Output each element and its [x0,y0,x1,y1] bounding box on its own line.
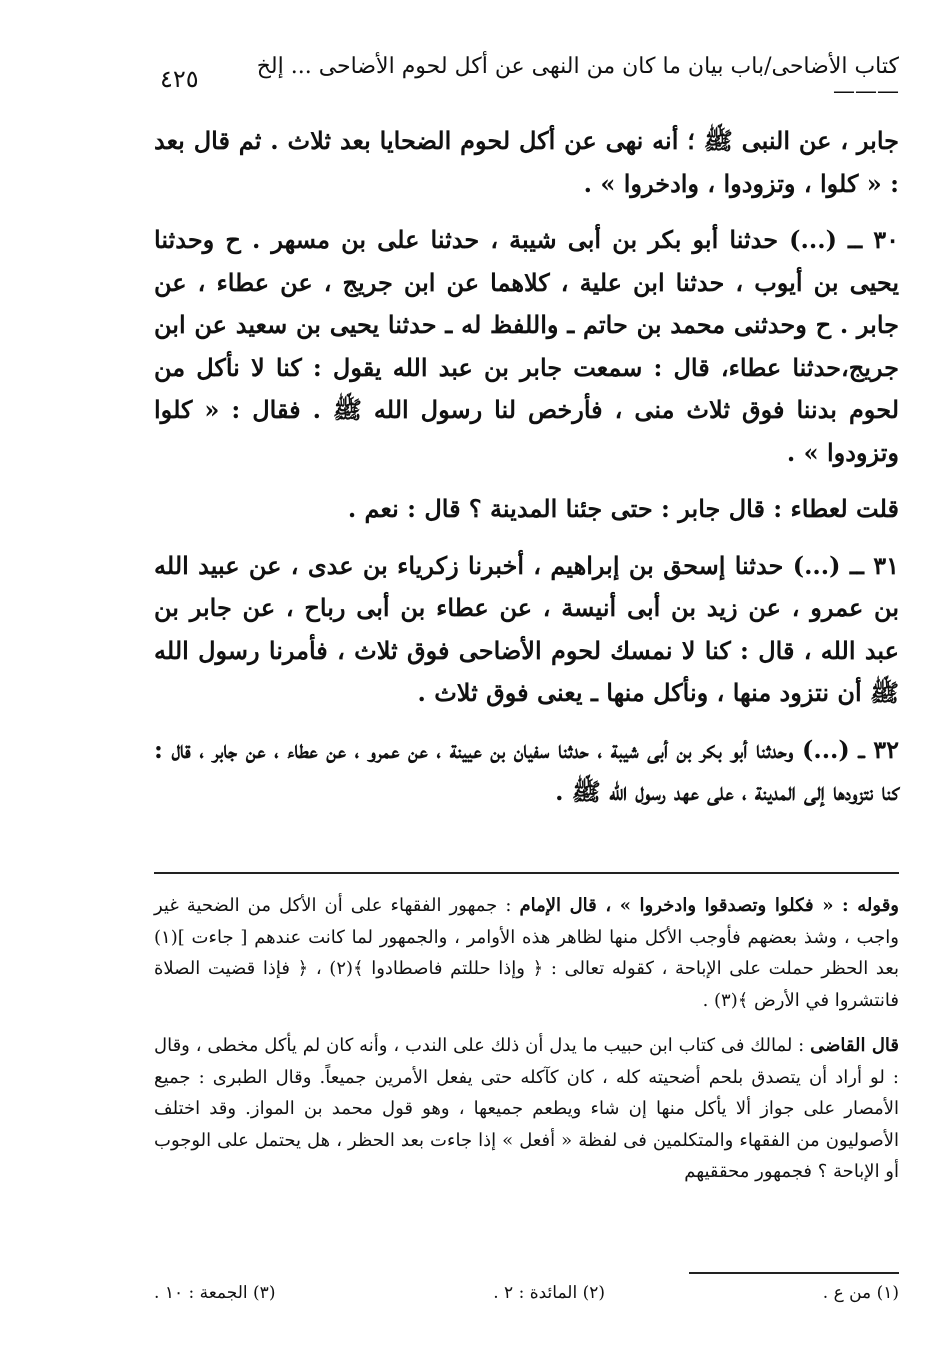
page-number: ٤٢٥ [160,65,199,93]
qadi-text: : لمالك فى كتاب ابن حبيب ما يدل أن ذلك على الندب ، وأنه كان لم يأكل مخطى ، وقال : لو أراد أن يتصدق بلحم أضحيته كله ، كان كآكله حتى يفعل الأمرين جميعاً. وقال الطبرى : جميع الأمصار على جواز ألا يأكل منها إن شاء ويطعم جميعها ، وهو قول محمد بن المواز. وقد اختلف الأصوليون من الفقهاء والمتكلمين فى لفظة « أفعل » إذا جاءت بعد الحظر ، هل يحتمل على الوجوب أو الإباحة ؟ فجمهور محققيهم [154,1035,900,1182]
commentary-paragraph-qadi [154,1030,899,1188]
hadith-continuation: جابر ، عن النبى ﷺ ؛ أنه نهى عن أكل لحوم الضحايا بعد ثلاث . ثم قال بعد : « كلوا ، وتزودوا ، وادخروا » . [154,126,900,198]
footnote-divider [689,1272,899,1274]
hadith-30: ٣٠ ــ (...) حدثنا أبو بكر بن أبى شيبة ، حدثنا على بن مسهر . ح وحدثنا يحيى بن أيوب ، حدثنا ابن علية ، كلاهما عن ابن جريج ، عن عطاء ، عن جابر . ح وحدثنى محمد بن حاتم ـ واللفظ له ـ حدثنا يحيى بن سعيد عن ابن جريج،حدثنا عطاء، قال : سمعت جابر بن عبد الله يقول : كنا لا نأكل من لحوم بدننا فوق ثلاث منى ، فأرخص لنا رسول الله ﷺ . فقال : « كلوا وتزودوا » . [154,225,900,467]
hadith-32: ٣٢ ــ (...) وحدثنا أبو بكر بن أبى شيبة ، حدثنا سفيان بن عيينة ، عن عمرو ، عن عطاء ، عن جابر ، قال : كنا نتزودها إلى المدينة ، على عهد رسول الله ﷺ . [154,734,899,806]
hadith-text [154,120,899,814]
header-title: كتاب الأضاحى/باب بيان ما كان من النهى عن أكل لحوم الأضاحى ... إلخ ——— [256,54,899,104]
imam-label: قال الإمام [519,895,597,916]
imam-text: : جمهور الفقهاء على أن الأكل من الضحية غير واجب ، وشذ بعضهم فأوجب الأكل منها لظاهر هذه الأوامر ، والجمهور لما كانت عندهم [ جاءت ](١) بعد الحظر حملت على الإباحة ، كقوله تعالى : ﴿ وإذا حللتم فاصطادوا ﴾(٢) ، ﴿ فإذا قضيت الصلاة فانتشروا في الأرض ﴾(٣) . [154,895,899,1011]
commentary-section [154,890,899,1188]
footnotes [154,1283,899,1309]
footnote-1: (١) من ع . [822,1283,899,1303]
hadith-31: ٣١ ــ (...) حدثنا إسحق بن إبراهيم ، أخبرنا زكرياء بن عدى ، عن عبيد الله بن عمرو ، عن زيد بن أبى أنيسة ، عن عطاء بن أبى رباح ، عن جابر بن عبد الله ، قال : كنا لا نمسك لحوم الأضاحى فوق ثلاث ، فأمرنا رسول الله ﷺ أن نتزود منها ، ونأكل منها ـ يعنى فوق ثلاث . [154,550,899,707]
running-header [160,54,899,104]
commentary-paragraph-imam [154,890,899,1016]
commentary-divider [154,872,899,874]
footnote-3: (٣) الجمعة : ١٠ . [154,1283,276,1303]
footnote-2: (٢) المائدة : ٢ . [493,1283,605,1303]
qadi-label: قال القاضى [810,1035,899,1056]
hadith-30-note: قلت لعطاء : قال جابر : حتى جئنا المدينة ؟ قال : نعم . [347,494,899,523]
commentary-quote: وقوله : « فكلوا وتصدقوا وادخروا » ، [596,895,899,916]
